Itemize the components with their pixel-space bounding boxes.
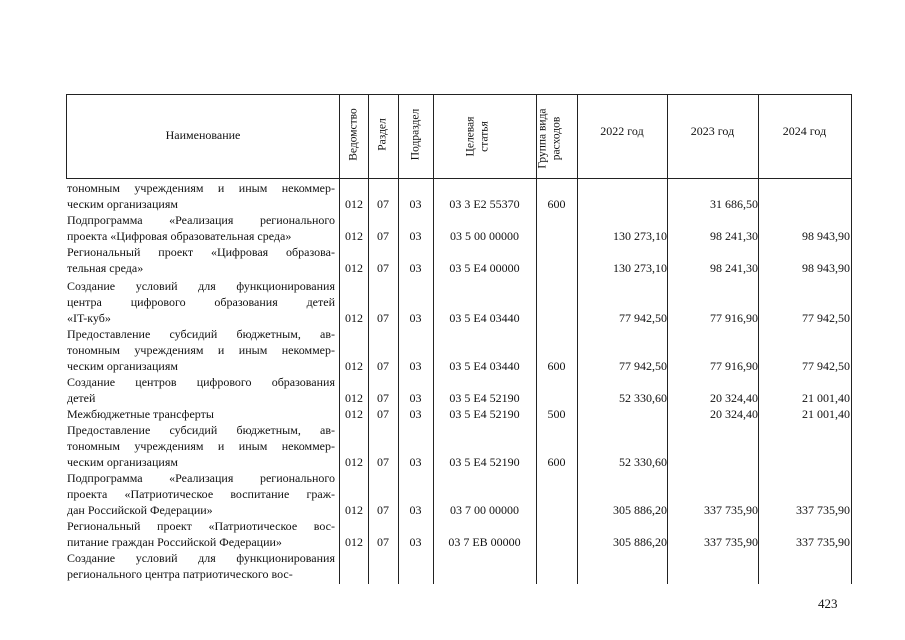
cell-vedomstvo: 012 <box>345 197 363 211</box>
table-row <box>0 406 905 422</box>
row-name <box>67 422 335 470</box>
row-name-line: Подпрограмма «Реализация регионального <box>67 213 335 227</box>
cell-2024: 337 735,90 <box>796 503 850 517</box>
table-row <box>0 180 905 212</box>
cell-podrazdel: 03 <box>409 503 422 517</box>
header-gruppa <box>520 102 592 174</box>
cell-2023: 98 241,30 <box>710 229 758 243</box>
header-gruppa-line2: расходов <box>550 116 563 161</box>
cell-celevaya: 03 3 E2 55370 <box>449 197 520 211</box>
header-celevaya-line1: Целевая <box>464 116 477 157</box>
header-celevaya <box>445 102 525 174</box>
cell-vedomstvo: 012 <box>345 391 363 405</box>
cell-2024: 98 943,90 <box>802 261 850 275</box>
cell-celevaya: 03 7 00 00000 <box>450 503 519 517</box>
cell-razdel: 07 <box>377 503 389 517</box>
row-name-line: Создание условий для функционирования <box>67 279 335 293</box>
cell-vedomstvo: 012 <box>345 407 363 421</box>
header-vedomstvo: Ведомство <box>347 108 360 161</box>
row-name-line: Региональный проект «Цифровая образова- <box>67 245 335 259</box>
cell-2022: 130 273,10 <box>613 261 667 275</box>
cell-2023: 77 916,90 <box>710 359 758 373</box>
cell-podrazdel: 03 <box>409 535 422 549</box>
cell-razdel: 07 <box>377 535 389 549</box>
cell-vedomstvo: 012 <box>345 359 363 373</box>
row-name-line: «IT-куб» <box>67 311 111 325</box>
cell-2024: 98 943,90 <box>802 229 850 243</box>
cell-2023: 337 735,90 <box>704 535 758 549</box>
row-name-line: проекта «Цифровая образовательная среда» <box>67 229 292 243</box>
cell-podrazdel: 03 <box>409 407 422 421</box>
cell-2022: 77 942,50 <box>619 311 667 325</box>
row-name <box>67 374 335 406</box>
table-row <box>0 550 905 582</box>
cell-podrazdel: 03 <box>409 359 422 373</box>
cell-2022: 305 886,20 <box>613 535 667 549</box>
row-name-line: тономным учреждениям и иным некоммер- <box>67 439 335 453</box>
row-name <box>67 180 335 212</box>
cell-2024: 77 942,50 <box>802 359 850 373</box>
cell-podrazdel: 03 <box>409 311 422 325</box>
cell-razdel: 07 <box>377 359 389 373</box>
row-name <box>67 212 335 244</box>
header-razdel: Раздел <box>376 118 389 151</box>
cell-2023: 77 916,90 <box>710 311 758 325</box>
cell-razdel: 07 <box>377 229 389 243</box>
cell-gruppa: 600 <box>547 359 566 373</box>
cell-celevaya: 03 7 EB 00000 <box>448 535 521 549</box>
cell-razdel: 07 <box>377 197 389 211</box>
cell-2022: 52 330,60 <box>619 391 667 405</box>
row-name-line: питание граждан Российской Федерации» <box>67 535 282 549</box>
cell-vedomstvo: 012 <box>345 503 363 517</box>
cell-podrazdel: 03 <box>409 197 422 211</box>
header-name: Наименование <box>165 128 241 142</box>
row-name-line: ческим организациям <box>67 359 178 373</box>
row-name-line: Предоставление субсидий бюджетным, ав- <box>67 423 335 437</box>
cell-2024: 21 001,40 <box>802 407 850 421</box>
row-name-line: Создание условий для функционирования <box>67 551 335 565</box>
row-name-line: проекта «Патриотическое воспитание граж- <box>67 487 335 501</box>
table-row <box>0 470 905 518</box>
cell-2023: 20 324,40 <box>710 407 758 421</box>
table-top-border <box>66 94 852 95</box>
table-row <box>0 374 905 406</box>
row-name <box>67 518 335 550</box>
cell-vedomstvo: 012 <box>345 535 363 549</box>
cell-gruppa: 600 <box>547 197 566 211</box>
table-row <box>0 278 905 326</box>
row-name <box>67 406 335 422</box>
cell-razdel: 07 <box>377 261 389 275</box>
cell-razdel: 07 <box>377 407 389 421</box>
row-name-line: Создание центров цифрового образования <box>67 375 335 389</box>
header-gruppa-line1: Группа вида <box>536 108 549 169</box>
cell-2022: 52 330,60 <box>619 455 667 469</box>
row-name-line: тономным учреждениям и иным некоммер- <box>67 343 335 357</box>
cell-2022: 130 273,10 <box>613 229 667 243</box>
cell-2023: 98 241,30 <box>710 261 758 275</box>
row-name-line: Межбюджетные трансферты <box>67 407 214 421</box>
row-name-line: детей <box>67 391 96 405</box>
page-number: 423 <box>818 596 838 611</box>
cell-2024: 337 735,90 <box>796 535 850 549</box>
cell-2022: 77 942,50 <box>619 359 667 373</box>
cell-podrazdel: 03 <box>409 261 422 275</box>
cell-2024: 77 942,50 <box>802 311 850 325</box>
table-row <box>0 326 905 374</box>
table-row <box>0 422 905 470</box>
row-name-line: Региональный проект «Патриотическое вос- <box>67 519 335 533</box>
row-name <box>67 470 335 518</box>
cell-podrazdel: 03 <box>409 229 422 243</box>
cell-vedomstvo: 012 <box>345 455 363 469</box>
cell-vedomstvo: 012 <box>345 261 363 275</box>
row-name <box>67 278 335 326</box>
row-name-line: Подпрограмма «Реализация регионального <box>67 471 335 485</box>
cell-vedomstvo: 012 <box>345 229 363 243</box>
cell-2023: 337 735,90 <box>704 503 758 517</box>
header-celevaya-line2: статья <box>478 121 491 152</box>
cell-podrazdel: 03 <box>409 391 422 405</box>
table-row <box>0 212 905 244</box>
header-2023: 2023 год <box>690 124 735 138</box>
row-name-line: дан Российской Федерации» <box>67 503 213 517</box>
cell-gruppa: 600 <box>547 455 566 469</box>
row-name <box>67 326 335 374</box>
cell-celevaya: 03 5 E4 52190 <box>449 455 520 469</box>
row-name-line: тельная среда» <box>67 261 144 275</box>
header-2022: 2022 год <box>600 124 644 138</box>
row-name-line: ческим организациям <box>67 455 178 469</box>
row-name-line: регионального центра патриотического вос- <box>67 567 293 581</box>
header-bottom-border <box>66 178 852 179</box>
cell-celevaya: 03 5 00 00000 <box>450 229 519 243</box>
row-name-line: Предоставление субсидий бюджетным, ав- <box>67 327 335 341</box>
cell-vedomstvo: 012 <box>345 311 363 325</box>
row-name-line: центра цифрового образования детей <box>67 295 335 309</box>
header-2024: 2024 год <box>782 124 827 138</box>
cell-2024: 21 001,40 <box>802 391 850 405</box>
cell-razdel: 07 <box>377 455 389 469</box>
cell-2023: 20 324,40 <box>710 391 758 405</box>
cell-podrazdel: 03 <box>409 455 422 469</box>
cell-2022: 305 886,20 <box>613 503 667 517</box>
header-podrazdel: Подраздел <box>409 108 422 161</box>
cell-celevaya: 03 5 E4 03440 <box>449 359 520 373</box>
table-row <box>0 244 905 276</box>
cell-gruppa: 500 <box>547 407 566 421</box>
table-row <box>0 518 905 550</box>
cell-2023: 31 686,50 <box>710 197 758 211</box>
cell-celevaya: 03 5 E4 03440 <box>449 311 520 325</box>
cell-razdel: 07 <box>377 311 389 325</box>
cell-celevaya: 03 5 E4 00000 <box>449 261 520 275</box>
cell-razdel: 07 <box>377 391 389 405</box>
row-name-line: тономным учреждениям и иным некоммер- <box>67 181 335 195</box>
cell-celevaya: 03 5 E4 52190 <box>449 407 520 421</box>
row-name-line: ческим организациям <box>67 197 178 211</box>
row-name <box>67 550 335 582</box>
row-name <box>67 244 335 276</box>
cell-celevaya: 03 5 E4 52190 <box>449 391 520 405</box>
